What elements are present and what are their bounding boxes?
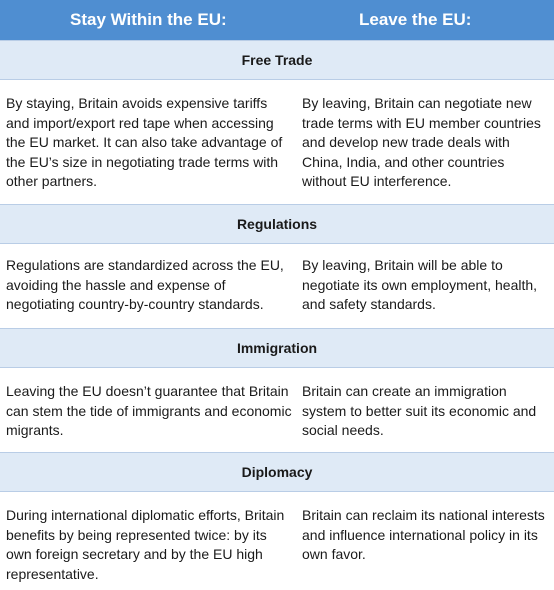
section-title-immigration: Immigration (0, 328, 554, 368)
section-title-regulations: Regulations (0, 204, 554, 244)
stay-argument: Leaving the EU doesn’t guarantee that Britain can stem the tide of immigrants and economic migrants. (6, 383, 292, 438)
section-row-regulations (0, 244, 554, 328)
stay-argument: By staying, Britain avoids expensive tariffs and import/export red tape when accessing the EU market. It can also take advantage of the EU’s size in negotiating trade terms with other partners. (6, 95, 283, 189)
section-row-diplomacy (0, 492, 554, 590)
leave-argument: Britain can create an immigration system to better suit its economic and social needs. (302, 383, 537, 438)
stay-argument: Regulations are standardized across the EU, avoiding the hassle and expense of negotiating country-by-country standards. (6, 257, 284, 312)
section-row-immigration (0, 368, 554, 452)
leave-argument: By leaving, Britain will be able to negotiate its own employment, health, and safety standards. (302, 257, 538, 312)
section-title-diplomacy: Diplomacy (0, 452, 554, 492)
column-header-stay: Stay Within the EU: (70, 10, 227, 29)
leave-argument: By leaving, Britain can negotiate new trade terms with EU member countries and develop new trade deals with China, India, and other countries without EU interference. (302, 95, 541, 189)
section-title-free-trade: Free Trade (0, 40, 554, 80)
column-header-leave: Leave the EU: (359, 10, 472, 29)
table-header (0, 0, 554, 40)
leave-argument: Britain can reclaim its national interests and influence international policy in its own favor. (302, 507, 545, 562)
stay-argument: During international diplomatic efforts, Britain benefits by being represented twice: by its own foreign secretary and by the EU high representative. (6, 507, 285, 582)
section-row-free-trade (0, 80, 554, 204)
